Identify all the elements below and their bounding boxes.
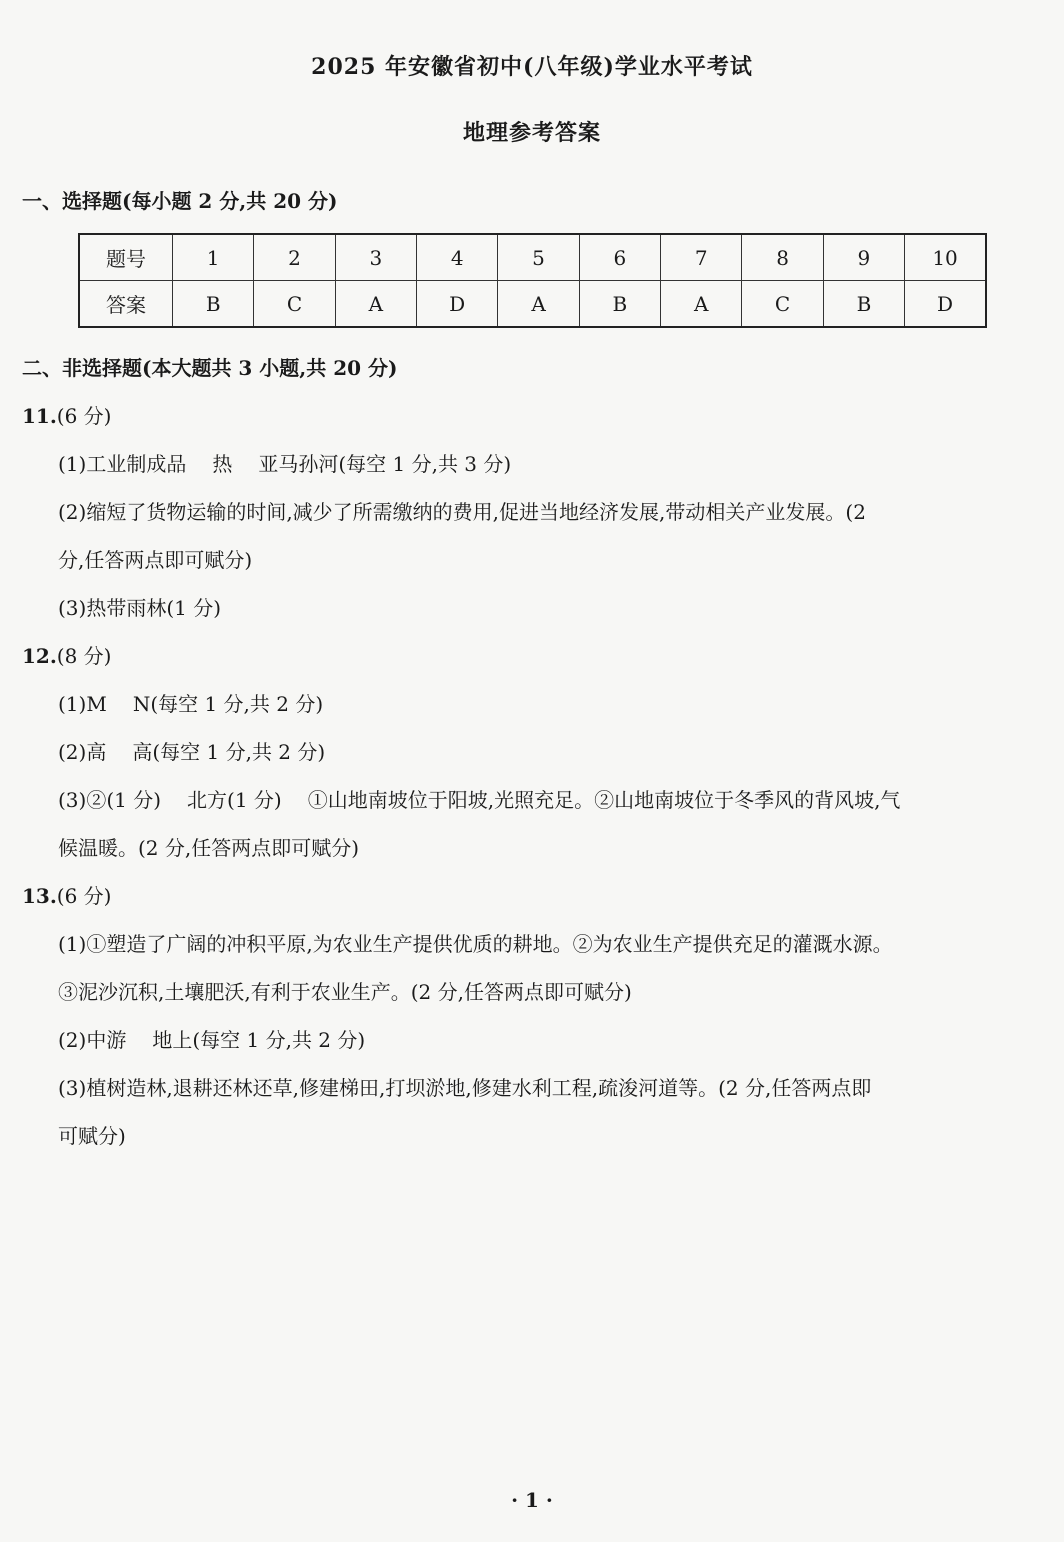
question-number-cell: 2 bbox=[254, 234, 335, 281]
q12-number: 12. bbox=[22, 644, 57, 668]
q13-part2 bbox=[58, 1024, 1048, 1053]
answer-cell: C bbox=[254, 281, 335, 328]
q11-part2-line1: (2)缩短了货物运输的时间,减少了所需缴纳的费用,促进当地经济发展,带动相关产业发展。(2 bbox=[58, 500, 866, 524]
question-number-cell: 4 bbox=[417, 234, 498, 281]
q12-part1 bbox=[58, 688, 1048, 717]
q13-number: 13. bbox=[22, 884, 57, 908]
q13-part3-line1: (3)植树造林,退耕还林还草,修建梯田,打坝淤地,修建水利工程,疏浚河道等。(2 分,任答两点即 bbox=[58, 1076, 872, 1100]
question-number-cell: 3 bbox=[335, 234, 416, 281]
question-number-cell: 6 bbox=[579, 234, 660, 281]
q11-part1 bbox=[58, 448, 1048, 477]
q11-number: 11. bbox=[22, 404, 57, 428]
question-number-cell: 10 bbox=[905, 234, 986, 281]
q12-part1-answer-a: (1)M bbox=[58, 692, 107, 716]
q13-part2-answer-b: 地上(每空 1 分,共 2 分) bbox=[152, 1028, 366, 1052]
row-label-question: 题号 bbox=[79, 234, 173, 281]
q11-part1-answer-c: 亚马孙河(每空 1 分,共 3 分) bbox=[258, 452, 512, 476]
q12-score: (8 分) bbox=[56, 644, 112, 668]
q12-header bbox=[22, 640, 111, 669]
answer-cell: A bbox=[498, 281, 579, 328]
q12-part2-answer-b: 高(每空 1 分,共 2 分) bbox=[132, 740, 326, 764]
q12-part3-answer-a: (3)②(1 分) bbox=[58, 788, 162, 812]
q13-header bbox=[22, 880, 111, 909]
q11-part3: (3)热带雨林(1 分) bbox=[58, 596, 222, 620]
question-number-cell: 5 bbox=[498, 234, 579, 281]
q12-part3-line1 bbox=[58, 784, 1048, 813]
q13-part1-line1: (1)①塑造了广阔的冲积平原,为农业生产提供优质的耕地。②为农业生产提供充足的灌溉水源。 bbox=[58, 932, 893, 956]
q12-part3-line2: 候温暖。(2 分,任答两点即可赋分) bbox=[58, 836, 360, 860]
answer-cell: B bbox=[823, 281, 904, 328]
answer-row bbox=[79, 281, 986, 328]
q11-part1-answer-b: 热 bbox=[212, 452, 233, 476]
q12-part3-answer-b: 北方(1 分) bbox=[187, 788, 282, 812]
q11-score: (6 分) bbox=[56, 404, 112, 428]
section1-heading: 一、选择题(每小题 2 分,共 20 分) bbox=[22, 189, 338, 213]
q13-part3-line2: 可赋分) bbox=[58, 1124, 126, 1148]
answer-cell: D bbox=[417, 281, 498, 328]
answer-key-subtitle: 地理参考答案 bbox=[462, 120, 601, 146]
answer-cell: B bbox=[173, 281, 254, 328]
answer-cell: C bbox=[742, 281, 823, 328]
q13-part2-answer-a: (2)中游 bbox=[58, 1028, 127, 1052]
row-label-answer: 答案 bbox=[79, 281, 173, 328]
question-number-row bbox=[79, 234, 986, 281]
q13-part1-line2: ③泥沙沉积,土壤肥沃,有利于农业生产。(2 分,任答两点即可赋分) bbox=[58, 980, 632, 1004]
answer-cell: A bbox=[335, 281, 416, 328]
question-number-cell: 8 bbox=[742, 234, 823, 281]
q11-header bbox=[22, 400, 111, 429]
answer-cell: B bbox=[579, 281, 660, 328]
answer-cell: A bbox=[661, 281, 742, 328]
answer-cell: D bbox=[905, 281, 986, 328]
q13-score: (6 分) bbox=[56, 884, 112, 908]
question-number-cell: 9 bbox=[823, 234, 904, 281]
q12-part3-answer-c: ①山地南坡位于阳坡,光照充足。②山地南坡位于冬季风的背风坡,气 bbox=[307, 788, 901, 812]
q11-part1-answer-a: (1)工业制成品 bbox=[58, 452, 187, 476]
page-number: · 1 · bbox=[511, 1488, 553, 1512]
q12-part1-answer-b: N(每空 1 分,共 2 分) bbox=[132, 692, 324, 716]
q12-part2 bbox=[58, 736, 1048, 765]
answer-table bbox=[78, 233, 987, 328]
section2-heading: 二、非选择题(本大题共 3 小题,共 20 分) bbox=[22, 356, 398, 380]
question-number-cell: 1 bbox=[173, 234, 254, 281]
q12-part2-answer-a: (2)高 bbox=[58, 740, 107, 764]
q11-part2-line2: 分,任答两点即可赋分) bbox=[58, 548, 253, 572]
exam-title: 2025 年安徽省初中(八年级)学业水平考试 bbox=[311, 54, 753, 80]
question-number-cell: 7 bbox=[661, 234, 742, 281]
